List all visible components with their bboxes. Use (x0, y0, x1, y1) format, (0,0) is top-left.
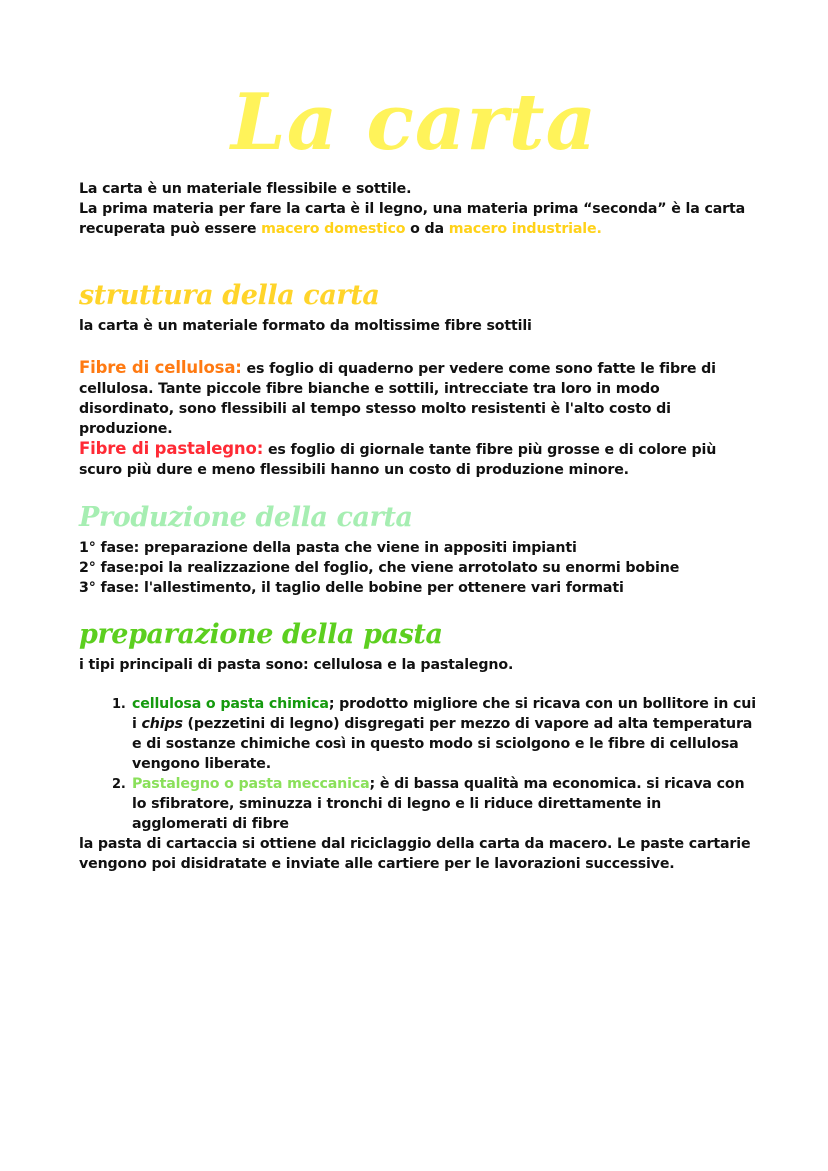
page-title: La carta (230, 77, 598, 168)
term-pastalegno-pasta-meccanica: Pastalegno o pasta meccanica (132, 776, 370, 792)
item1-chips: chips (141, 716, 183, 732)
preparazione-intro-block (79, 655, 759, 675)
struttura-section (79, 316, 759, 336)
item2-text: ; è di bassa qualità ma economica. si ricava con lo sfibratore, sminuzza i tronchi di legno e li riduce direttamente in agglomerati di fibre (132, 776, 745, 832)
term-fibre-pastalegno: Fibre di pastalegno: (79, 439, 264, 458)
item1-text-a: ; prodotto migliore che si ricava con un bollitore in cui i (132, 696, 756, 732)
term-fibre-cellulosa: Fibre di cellulosa: (79, 358, 242, 377)
fase-item: 2° fase:poi la realizzazione del foglio, che viene arrotolato su enormi bobine (79, 560, 680, 576)
fibre-cellulosa-paragraph (79, 358, 759, 439)
preparazione-intro: i tipi principali di pasta sono: cellulosa e la pastalegno. (79, 657, 514, 673)
struttura-intro: la carta è un materiale formato da moltissime fibre sottili (79, 318, 532, 334)
fibre-pastalegno-text: es foglio di giornale tante fibre più grosse e di colore più scuro più dure e meno flessibili hanno un costo di produzione minore. (79, 442, 717, 478)
intro-line-2-text-b: o da (405, 221, 449, 237)
fibre-paragraphs (79, 358, 759, 480)
intro-paragraph (79, 179, 759, 239)
intro-line-2 (79, 199, 759, 239)
preparazione-list-block (79, 694, 759, 874)
produzione-fasi (79, 538, 759, 598)
heading-struttura: struttura della carta (79, 280, 380, 311)
term-cellulosa-pasta-chimica: cellulosa o pasta chimica (132, 696, 329, 712)
heading-produzione: Produzione della carta (79, 502, 413, 533)
highlight-macero-industriale: macero industriale. (448, 221, 602, 237)
fibre-cellulosa-text: es foglio di quaderno per vedere come sono fatte le fibre di cellulosa. Tante piccole fibre bianche e sottili, intrecciate tra loro in modo disordinato, sono flessibili al tempo stesso molto resistenti è l'alto costo di produzione. (79, 361, 716, 437)
pasta-types-list (79, 694, 759, 834)
preparazione-outro: la pasta di cartaccia si ottiene dal riciclaggio della carta da macero. Le paste cartarie vengono poi disidratate e inviate alle cartiere per le lavorazioni successive. (79, 836, 751, 872)
highlight-macero-domestico: macero domestico (261, 221, 406, 237)
intro-line-2-text-a: La prima materia per fare la carta è il legno, una materia prima “seconda” è la carta recuperata può essere (79, 201, 746, 237)
intro-line-1: La carta è un materiale flessibile e sottile. (79, 181, 412, 197)
list-item (130, 774, 759, 834)
fase-item: 1° fase: preparazione della pasta che viene in appositi impianti (79, 540, 577, 556)
item1-text-b: (pezzetini di legno) disgregati per mezzo di vapore ad alta temperatura e di sostanze chimiche così in questo modo si sciolgono e le fibre di cellulosa vengono liberate. (132, 716, 753, 772)
fase-item: 3° fase: l'allestimento, il taglio delle bobine per ottenere vari formati (79, 580, 624, 596)
list-item (130, 694, 759, 774)
heading-preparazione: preparazione della pasta (79, 619, 443, 650)
fibre-pastalegno-paragraph (79, 439, 759, 480)
